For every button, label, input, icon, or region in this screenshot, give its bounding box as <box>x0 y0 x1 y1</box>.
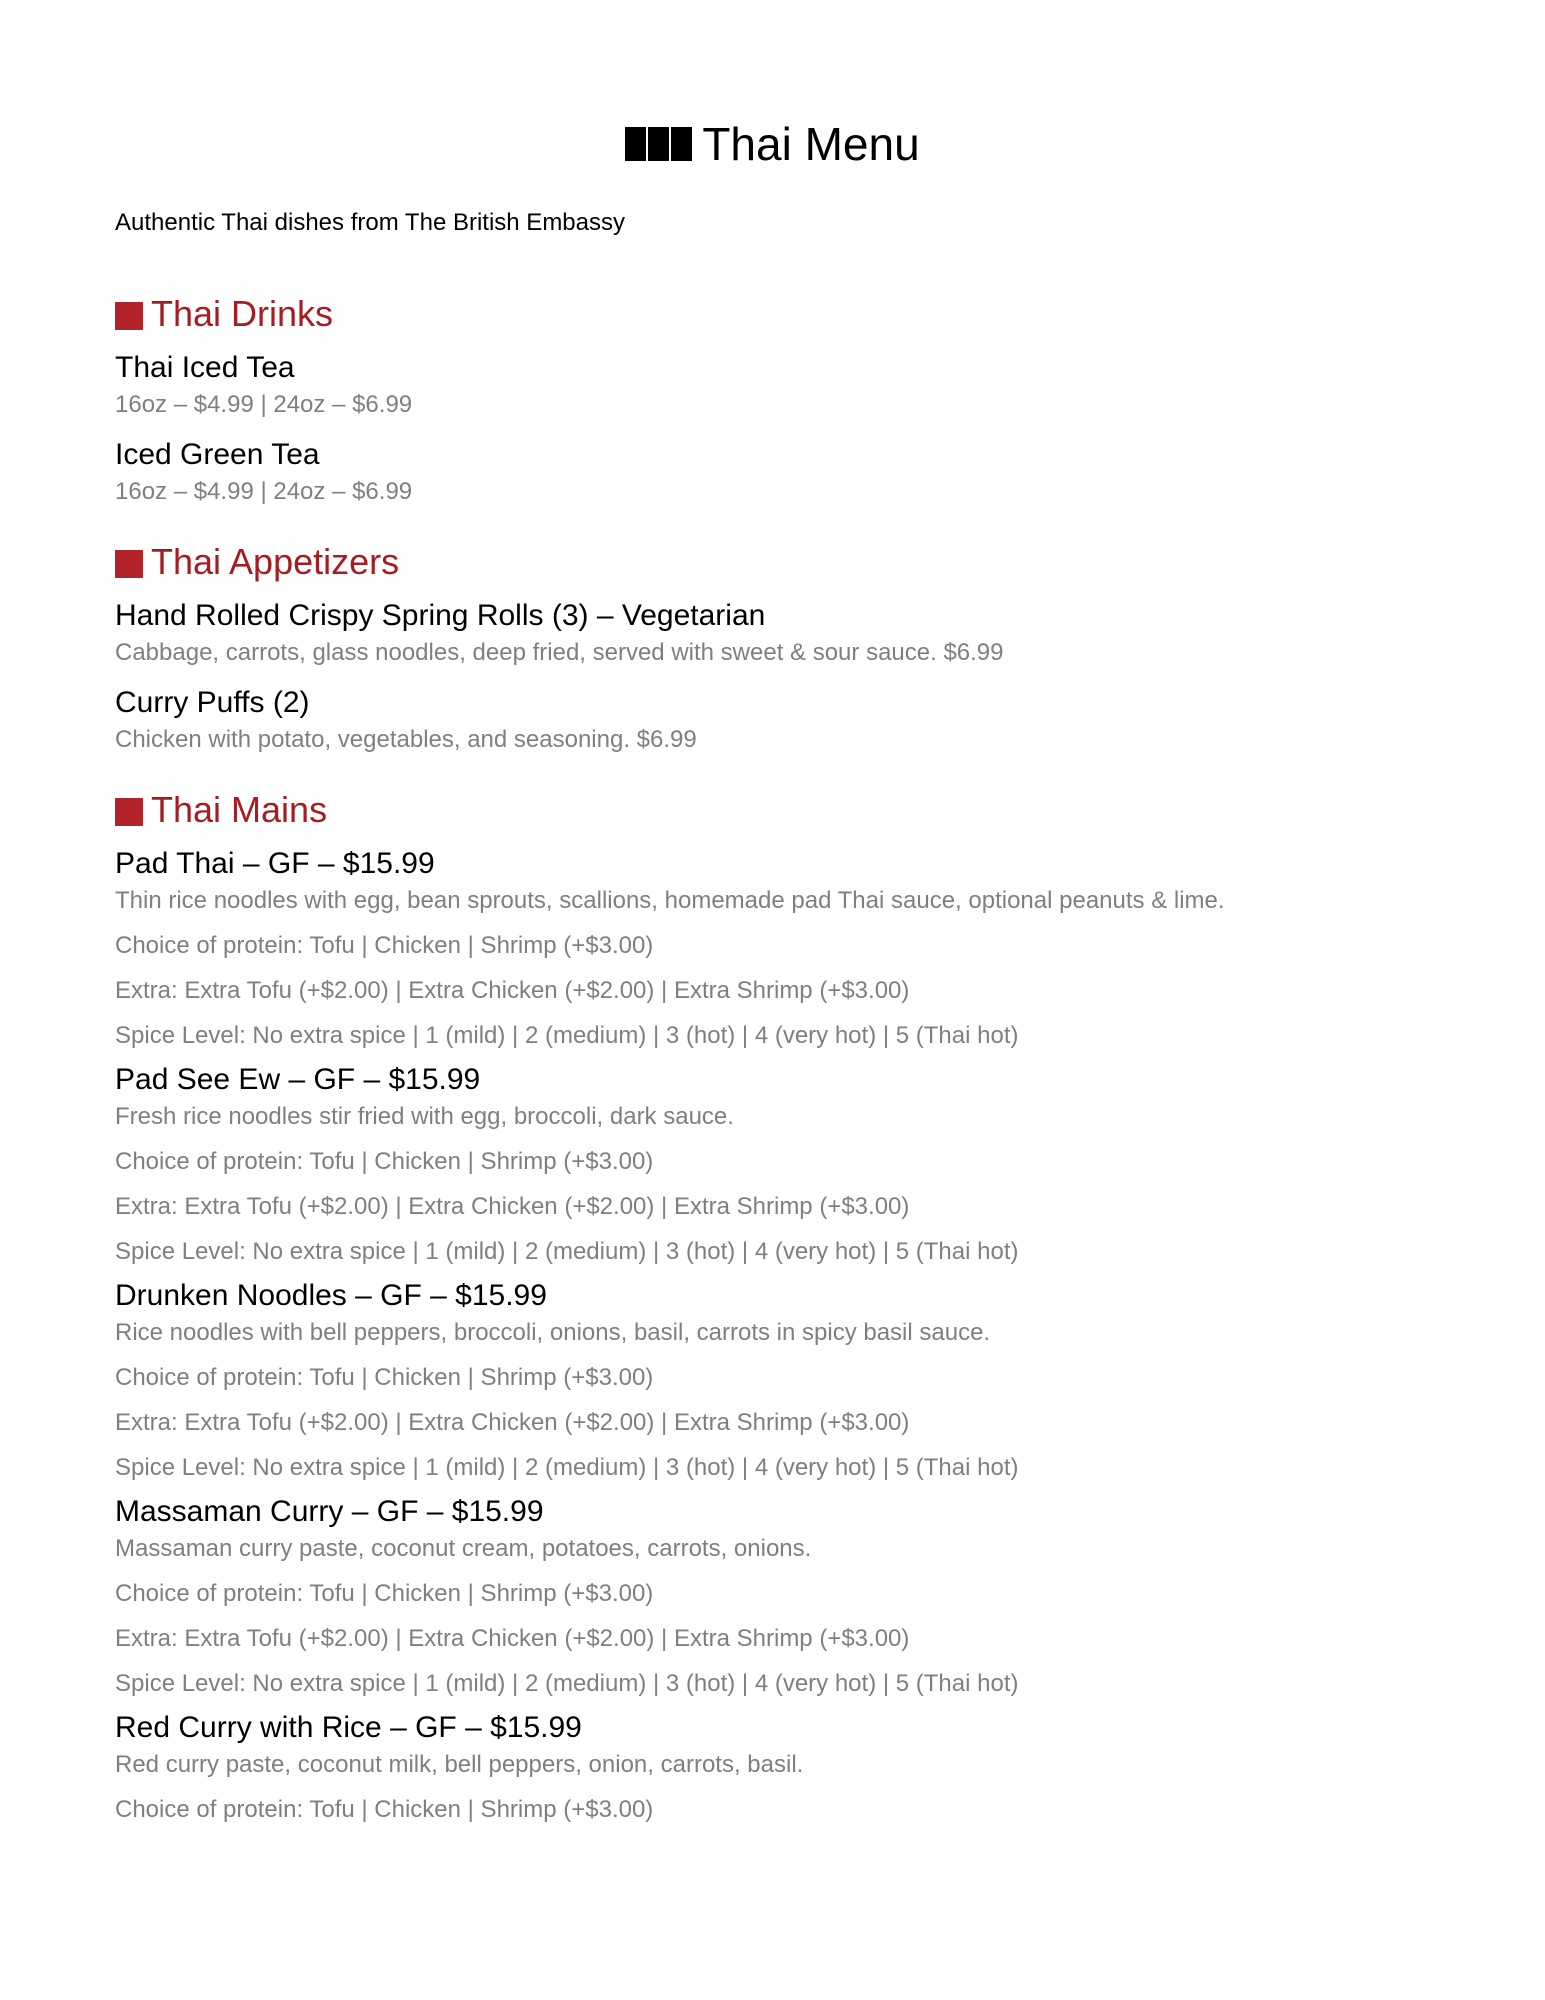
red-square-icon <box>115 302 143 330</box>
item-description: Massaman curry paste, coconut cream, potatoes, carrots, onions. <box>115 1534 812 1562</box>
item-spice-options: Spice Level: No extra spice | 1 (mild) | 2 (medium) | 3 (hot) | 4 (very hot) | 5 (Thai hot) <box>115 1237 1019 1265</box>
section-heading-text: Thai Appetizers <box>151 540 400 582</box>
section-heading-drinks <box>115 292 1430 336</box>
item-details: 16oz – $4.99 | 24oz – $6.99 <box>115 390 413 418</box>
item-description: Thin rice noodles with egg, bean sprouts, scallions, homemade pad Thai sauce, optional peanuts & lime. <box>115 886 1225 914</box>
section-heading-text: Thai Drinks <box>151 292 334 334</box>
menu-item <box>115 845 1430 1051</box>
item-protein-options: Choice of protein: Tofu | Chicken | Shrimp (+$3.00) <box>115 1363 654 1391</box>
item-name: Pad See Ew – GF – $15.99 <box>115 1062 481 1096</box>
item-details: 16oz – $4.99 | 24oz – $6.99 <box>115 477 413 505</box>
item-details: Cabbage, carrots, glass noodles, deep fried, served with sweet & sour sauce. $6.99 <box>115 638 1004 666</box>
page-title <box>115 0 1430 176</box>
item-description: Red curry paste, coconut milk, bell peppers, onion, carrots, basil. <box>115 1750 804 1778</box>
item-spice-options: Spice Level: No extra spice | 1 (mild) | 2 (medium) | 3 (hot) | 4 (very hot) | 5 (Thai hot) <box>115 1021 1019 1049</box>
section-appetizers <box>115 540 1430 755</box>
section-heading-appetizers <box>115 540 1430 584</box>
item-name: Massaman Curry – GF – $15.99 <box>115 1494 544 1528</box>
menu-item <box>115 684 1430 755</box>
page-subtitle: Authentic Thai dishes from The British Embassy <box>115 208 625 236</box>
item-protein-options: Choice of protein: Tofu | Chicken | Shrimp (+$3.00) <box>115 1579 654 1607</box>
item-protein-options: Choice of protein: Tofu | Chicken | Shrimp (+$3.00) <box>115 1795 654 1823</box>
item-name: Pad Thai – GF – $15.99 <box>115 846 435 880</box>
item-spice-options: Spice Level: No extra spice | 1 (mild) | 2 (medium) | 3 (hot) | 4 (very hot) | 5 (Thai hot) <box>115 1669 1019 1697</box>
menu-item <box>115 1493 1430 1699</box>
menu-page <box>115 0 1430 1825</box>
section-mains <box>115 788 1430 1825</box>
item-extra-options: Extra: Extra Tofu (+$2.00) | Extra Chicken (+$2.00) | Extra Shrimp (+$3.00) <box>115 976 910 1004</box>
item-name: Curry Puffs (2) <box>115 685 310 719</box>
item-spice-options: Spice Level: No extra spice | 1 (mild) | 2 (medium) | 3 (hot) | 4 (very hot) | 5 (Thai hot) <box>115 1453 1019 1481</box>
section-drinks <box>115 292 1430 507</box>
item-name: Hand Rolled Crispy Spring Rolls (3) – Vegetarian <box>115 598 766 632</box>
item-description: Fresh rice noodles stir fried with egg, broccoli, dark sauce. <box>115 1102 734 1130</box>
item-protein-options: Choice of protein: Tofu | Chicken | Shrimp (+$3.00) <box>115 931 654 959</box>
menu-item <box>115 597 1430 668</box>
menu-item <box>115 1277 1430 1483</box>
menu-item <box>115 436 1430 507</box>
item-extra-options: Extra: Extra Tofu (+$2.00) | Extra Chicken (+$2.00) | Extra Shrimp (+$3.00) <box>115 1624 910 1652</box>
menu-item <box>115 1061 1430 1267</box>
red-square-icon <box>115 550 143 578</box>
item-name: Iced Green Tea <box>115 437 320 471</box>
item-extra-options: Extra: Extra Tofu (+$2.00) | Extra Chicken (+$2.00) | Extra Shrimp (+$3.00) <box>115 1408 910 1436</box>
menu-item <box>115 1709 1430 1825</box>
item-description: Rice noodles with bell peppers, broccoli, onions, basil, carrots in spicy basil sauce. <box>115 1318 991 1346</box>
section-heading-mains <box>115 788 1430 832</box>
section-heading-text: Thai Mains <box>151 788 328 830</box>
item-protein-options: Choice of protein: Tofu | Chicken | Shrimp (+$3.00) <box>115 1147 654 1175</box>
red-square-icon <box>115 798 143 826</box>
page-title-text: Thai Menu <box>702 118 920 170</box>
menu-item <box>115 349 1430 420</box>
item-extra-options: Extra: Extra Tofu (+$2.00) | Extra Chicken (+$2.00) | Extra Shrimp (+$3.00) <box>115 1192 910 1220</box>
item-name: Drunken Noodles – GF – $15.99 <box>115 1278 547 1312</box>
item-details: Chicken with potato, vegetables, and seasoning. $6.99 <box>115 725 697 753</box>
black-blocks-icon <box>625 117 694 173</box>
item-name: Thai Iced Tea <box>115 350 295 384</box>
item-name: Red Curry with Rice – GF – $15.99 <box>115 1710 582 1744</box>
